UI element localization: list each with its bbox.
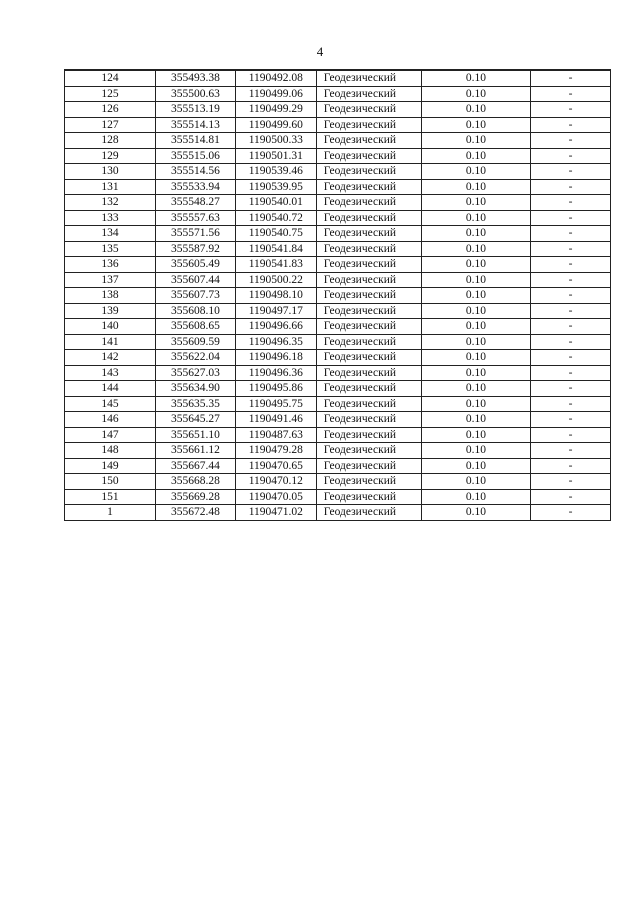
method-cell: Геодезический bbox=[316, 443, 421, 459]
accuracy-cell: 0.10 bbox=[421, 412, 530, 428]
y-coordinate-cell: 1190540.01 bbox=[235, 195, 316, 211]
note-cell: - bbox=[531, 334, 611, 350]
accuracy-cell: 0.10 bbox=[421, 272, 530, 288]
note-cell: - bbox=[531, 210, 611, 226]
y-coordinate-cell: 1190496.18 bbox=[235, 350, 316, 366]
table-row bbox=[65, 396, 611, 412]
x-coordinate-cell: 355622.04 bbox=[156, 350, 236, 366]
table-row bbox=[65, 117, 611, 133]
accuracy-cell: 0.10 bbox=[421, 148, 530, 164]
x-coordinate-cell: 355669.28 bbox=[156, 489, 236, 505]
table-row bbox=[65, 102, 611, 118]
table-row bbox=[65, 210, 611, 226]
table-row bbox=[65, 241, 611, 257]
method-cell: Геодезический bbox=[316, 381, 421, 397]
note-cell: - bbox=[531, 505, 611, 521]
method-cell: Геодезический bbox=[316, 86, 421, 102]
method-cell: Геодезический bbox=[316, 272, 421, 288]
accuracy-cell: 0.10 bbox=[421, 133, 530, 149]
y-coordinate-cell: 1190499.06 bbox=[235, 86, 316, 102]
x-coordinate-cell: 355514.13 bbox=[156, 117, 236, 133]
table-row bbox=[65, 303, 611, 319]
y-coordinate-cell: 1190470.05 bbox=[235, 489, 316, 505]
y-coordinate-cell: 1190491.46 bbox=[235, 412, 316, 428]
accuracy-cell: 0.10 bbox=[421, 489, 530, 505]
note-cell: - bbox=[531, 179, 611, 195]
accuracy-cell: 0.10 bbox=[421, 102, 530, 118]
method-cell: Геодезический bbox=[316, 412, 421, 428]
y-coordinate-cell: 1190541.83 bbox=[235, 257, 316, 273]
x-coordinate-cell: 355548.27 bbox=[156, 195, 236, 211]
note-cell: - bbox=[531, 272, 611, 288]
note-cell: - bbox=[531, 195, 611, 211]
x-coordinate-cell: 355607.73 bbox=[156, 288, 236, 304]
x-coordinate-cell: 355672.48 bbox=[156, 505, 236, 521]
accuracy-cell: 0.10 bbox=[421, 226, 530, 242]
point-number-cell: 135 bbox=[65, 241, 156, 257]
point-number-cell: 128 bbox=[65, 133, 156, 149]
method-cell: Геодезический bbox=[316, 489, 421, 505]
note-cell: - bbox=[531, 148, 611, 164]
point-number-cell: 143 bbox=[65, 365, 156, 381]
x-coordinate-cell: 355634.90 bbox=[156, 381, 236, 397]
x-coordinate-cell: 355514.81 bbox=[156, 133, 236, 149]
method-cell: Геодезический bbox=[316, 195, 421, 211]
note-cell: - bbox=[531, 350, 611, 366]
point-number-cell: 125 bbox=[65, 86, 156, 102]
x-coordinate-cell: 355514.56 bbox=[156, 164, 236, 180]
y-coordinate-cell: 1190470.12 bbox=[235, 474, 316, 490]
coordinates-table-body bbox=[65, 70, 611, 520]
note-cell: - bbox=[531, 365, 611, 381]
x-coordinate-cell: 355513.19 bbox=[156, 102, 236, 118]
point-number-cell: 151 bbox=[65, 489, 156, 505]
method-cell: Геодезический bbox=[316, 210, 421, 226]
table-row bbox=[65, 443, 611, 459]
table-row bbox=[65, 381, 611, 397]
x-coordinate-cell: 355607.44 bbox=[156, 272, 236, 288]
accuracy-cell: 0.10 bbox=[421, 210, 530, 226]
accuracy-cell: 0.10 bbox=[421, 443, 530, 459]
method-cell: Геодезический bbox=[316, 164, 421, 180]
method-cell: Геодезический bbox=[316, 70, 421, 86]
y-coordinate-cell: 1190539.46 bbox=[235, 164, 316, 180]
note-cell: - bbox=[531, 133, 611, 149]
table-row bbox=[65, 86, 611, 102]
table-row bbox=[65, 350, 611, 366]
table-row bbox=[65, 164, 611, 180]
x-coordinate-cell: 355668.28 bbox=[156, 474, 236, 490]
note-cell: - bbox=[531, 102, 611, 118]
method-cell: Геодезический bbox=[316, 396, 421, 412]
point-number-cell: 144 bbox=[65, 381, 156, 397]
y-coordinate-cell: 1190541.84 bbox=[235, 241, 316, 257]
y-coordinate-cell: 1190479.28 bbox=[235, 443, 316, 459]
note-cell: - bbox=[531, 288, 611, 304]
method-cell: Геодезический bbox=[316, 148, 421, 164]
table-row bbox=[65, 257, 611, 273]
x-coordinate-cell: 355627.03 bbox=[156, 365, 236, 381]
method-cell: Геодезический bbox=[316, 133, 421, 149]
table-row bbox=[65, 70, 611, 86]
accuracy-cell: 0.10 bbox=[421, 458, 530, 474]
x-coordinate-cell: 355500.63 bbox=[156, 86, 236, 102]
method-cell: Геодезический bbox=[316, 458, 421, 474]
table-row bbox=[65, 489, 611, 505]
y-coordinate-cell: 1190495.75 bbox=[235, 396, 316, 412]
accuracy-cell: 0.10 bbox=[421, 257, 530, 273]
point-number-cell: 129 bbox=[65, 148, 156, 164]
point-number-cell: 130 bbox=[65, 164, 156, 180]
note-cell: - bbox=[531, 396, 611, 412]
method-cell: Геодезический bbox=[316, 334, 421, 350]
table-row bbox=[65, 474, 611, 490]
method-cell: Геодезический bbox=[316, 241, 421, 257]
method-cell: Геодезический bbox=[316, 427, 421, 443]
coordinates-table bbox=[64, 69, 611, 521]
accuracy-cell: 0.10 bbox=[421, 241, 530, 257]
method-cell: Геодезический bbox=[316, 319, 421, 335]
x-coordinate-cell: 355571.56 bbox=[156, 226, 236, 242]
point-number-cell: 127 bbox=[65, 117, 156, 133]
point-number-cell: 138 bbox=[65, 288, 156, 304]
point-number-cell: 136 bbox=[65, 257, 156, 273]
accuracy-cell: 0.10 bbox=[421, 195, 530, 211]
point-number-cell: 142 bbox=[65, 350, 156, 366]
note-cell: - bbox=[531, 257, 611, 273]
note-cell: - bbox=[531, 86, 611, 102]
table-row bbox=[65, 412, 611, 428]
table-row bbox=[65, 148, 611, 164]
method-cell: Геодезический bbox=[316, 365, 421, 381]
point-number-cell: 147 bbox=[65, 427, 156, 443]
y-coordinate-cell: 1190497.17 bbox=[235, 303, 316, 319]
y-coordinate-cell: 1190495.86 bbox=[235, 381, 316, 397]
x-coordinate-cell: 355515.06 bbox=[156, 148, 236, 164]
y-coordinate-cell: 1190499.60 bbox=[235, 117, 316, 133]
method-cell: Геодезический bbox=[316, 117, 421, 133]
y-coordinate-cell: 1190500.22 bbox=[235, 272, 316, 288]
note-cell: - bbox=[531, 474, 611, 490]
x-coordinate-cell: 355635.35 bbox=[156, 396, 236, 412]
method-cell: Геодезический bbox=[316, 288, 421, 304]
point-number-cell: 137 bbox=[65, 272, 156, 288]
table-row bbox=[65, 365, 611, 381]
table-row bbox=[65, 505, 611, 521]
point-number-cell: 140 bbox=[65, 319, 156, 335]
accuracy-cell: 0.10 bbox=[421, 365, 530, 381]
x-coordinate-cell: 355605.49 bbox=[156, 257, 236, 273]
point-number-cell: 133 bbox=[65, 210, 156, 226]
x-coordinate-cell: 355609.59 bbox=[156, 334, 236, 350]
x-coordinate-cell: 355667.44 bbox=[156, 458, 236, 474]
x-coordinate-cell: 355493.38 bbox=[156, 70, 236, 86]
note-cell: - bbox=[531, 443, 611, 459]
table-row bbox=[65, 427, 611, 443]
method-cell: Геодезический bbox=[316, 257, 421, 273]
note-cell: - bbox=[531, 117, 611, 133]
point-number-cell: 148 bbox=[65, 443, 156, 459]
accuracy-cell: 0.10 bbox=[421, 303, 530, 319]
method-cell: Геодезический bbox=[316, 179, 421, 195]
y-coordinate-cell: 1190500.33 bbox=[235, 133, 316, 149]
y-coordinate-cell: 1190487.63 bbox=[235, 427, 316, 443]
point-number-cell: 1 bbox=[65, 505, 156, 521]
x-coordinate-cell: 355661.12 bbox=[156, 443, 236, 459]
method-cell: Геодезический bbox=[316, 505, 421, 521]
accuracy-cell: 0.10 bbox=[421, 427, 530, 443]
x-coordinate-cell: 355533.94 bbox=[156, 179, 236, 195]
method-cell: Геодезический bbox=[316, 226, 421, 242]
note-cell: - bbox=[531, 303, 611, 319]
accuracy-cell: 0.10 bbox=[421, 117, 530, 133]
y-coordinate-cell: 1190496.35 bbox=[235, 334, 316, 350]
y-coordinate-cell: 1190498.10 bbox=[235, 288, 316, 304]
method-cell: Геодезический bbox=[316, 350, 421, 366]
accuracy-cell: 0.10 bbox=[421, 86, 530, 102]
x-coordinate-cell: 355608.65 bbox=[156, 319, 236, 335]
accuracy-cell: 0.10 bbox=[421, 288, 530, 304]
y-coordinate-cell: 1190540.72 bbox=[235, 210, 316, 226]
accuracy-cell: 0.10 bbox=[421, 396, 530, 412]
table-row bbox=[65, 195, 611, 211]
note-cell: - bbox=[531, 458, 611, 474]
accuracy-cell: 0.10 bbox=[421, 350, 530, 366]
y-coordinate-cell: 1190496.36 bbox=[235, 365, 316, 381]
note-cell: - bbox=[531, 412, 611, 428]
x-coordinate-cell: 355651.10 bbox=[156, 427, 236, 443]
x-coordinate-cell: 355557.63 bbox=[156, 210, 236, 226]
note-cell: - bbox=[531, 226, 611, 242]
x-coordinate-cell: 355587.92 bbox=[156, 241, 236, 257]
y-coordinate-cell: 1190471.02 bbox=[235, 505, 316, 521]
note-cell: - bbox=[531, 70, 611, 86]
point-number-cell: 150 bbox=[65, 474, 156, 490]
table-row bbox=[65, 133, 611, 149]
page-number: 4 bbox=[316, 44, 324, 59]
point-number-cell: 126 bbox=[65, 102, 156, 118]
point-number-cell: 146 bbox=[65, 412, 156, 428]
table-row bbox=[65, 288, 611, 304]
method-cell: Геодезический bbox=[316, 303, 421, 319]
x-coordinate-cell: 355608.10 bbox=[156, 303, 236, 319]
point-number-cell: 145 bbox=[65, 396, 156, 412]
x-coordinate-cell: 355645.27 bbox=[156, 412, 236, 428]
point-number-cell: 141 bbox=[65, 334, 156, 350]
accuracy-cell: 0.10 bbox=[421, 505, 530, 521]
point-number-cell: 124 bbox=[65, 70, 156, 86]
note-cell: - bbox=[531, 164, 611, 180]
accuracy-cell: 0.10 bbox=[421, 70, 530, 86]
table-row bbox=[65, 179, 611, 195]
y-coordinate-cell: 1190470.65 bbox=[235, 458, 316, 474]
table-row bbox=[65, 272, 611, 288]
y-coordinate-cell: 1190499.29 bbox=[235, 102, 316, 118]
accuracy-cell: 0.10 bbox=[421, 474, 530, 490]
point-number-cell: 149 bbox=[65, 458, 156, 474]
point-number-cell: 131 bbox=[65, 179, 156, 195]
accuracy-cell: 0.10 bbox=[421, 319, 530, 335]
point-number-cell: 134 bbox=[65, 226, 156, 242]
y-coordinate-cell: 1190539.95 bbox=[235, 179, 316, 195]
y-coordinate-cell: 1190492.08 bbox=[235, 70, 316, 86]
note-cell: - bbox=[531, 241, 611, 257]
accuracy-cell: 0.10 bbox=[421, 334, 530, 350]
table-row bbox=[65, 319, 611, 335]
note-cell: - bbox=[531, 319, 611, 335]
accuracy-cell: 0.10 bbox=[421, 179, 530, 195]
table-row bbox=[65, 334, 611, 350]
table-row bbox=[65, 226, 611, 242]
y-coordinate-cell: 1190501.31 bbox=[235, 148, 316, 164]
note-cell: - bbox=[531, 427, 611, 443]
method-cell: Геодезический bbox=[316, 102, 421, 118]
note-cell: - bbox=[531, 489, 611, 505]
accuracy-cell: 0.10 bbox=[421, 381, 530, 397]
y-coordinate-cell: 1190496.66 bbox=[235, 319, 316, 335]
accuracy-cell: 0.10 bbox=[421, 164, 530, 180]
point-number-cell: 139 bbox=[65, 303, 156, 319]
note-cell: - bbox=[531, 381, 611, 397]
method-cell: Геодезический bbox=[316, 474, 421, 490]
table-row bbox=[65, 458, 611, 474]
point-number-cell: 132 bbox=[65, 195, 156, 211]
y-coordinate-cell: 1190540.75 bbox=[235, 226, 316, 242]
